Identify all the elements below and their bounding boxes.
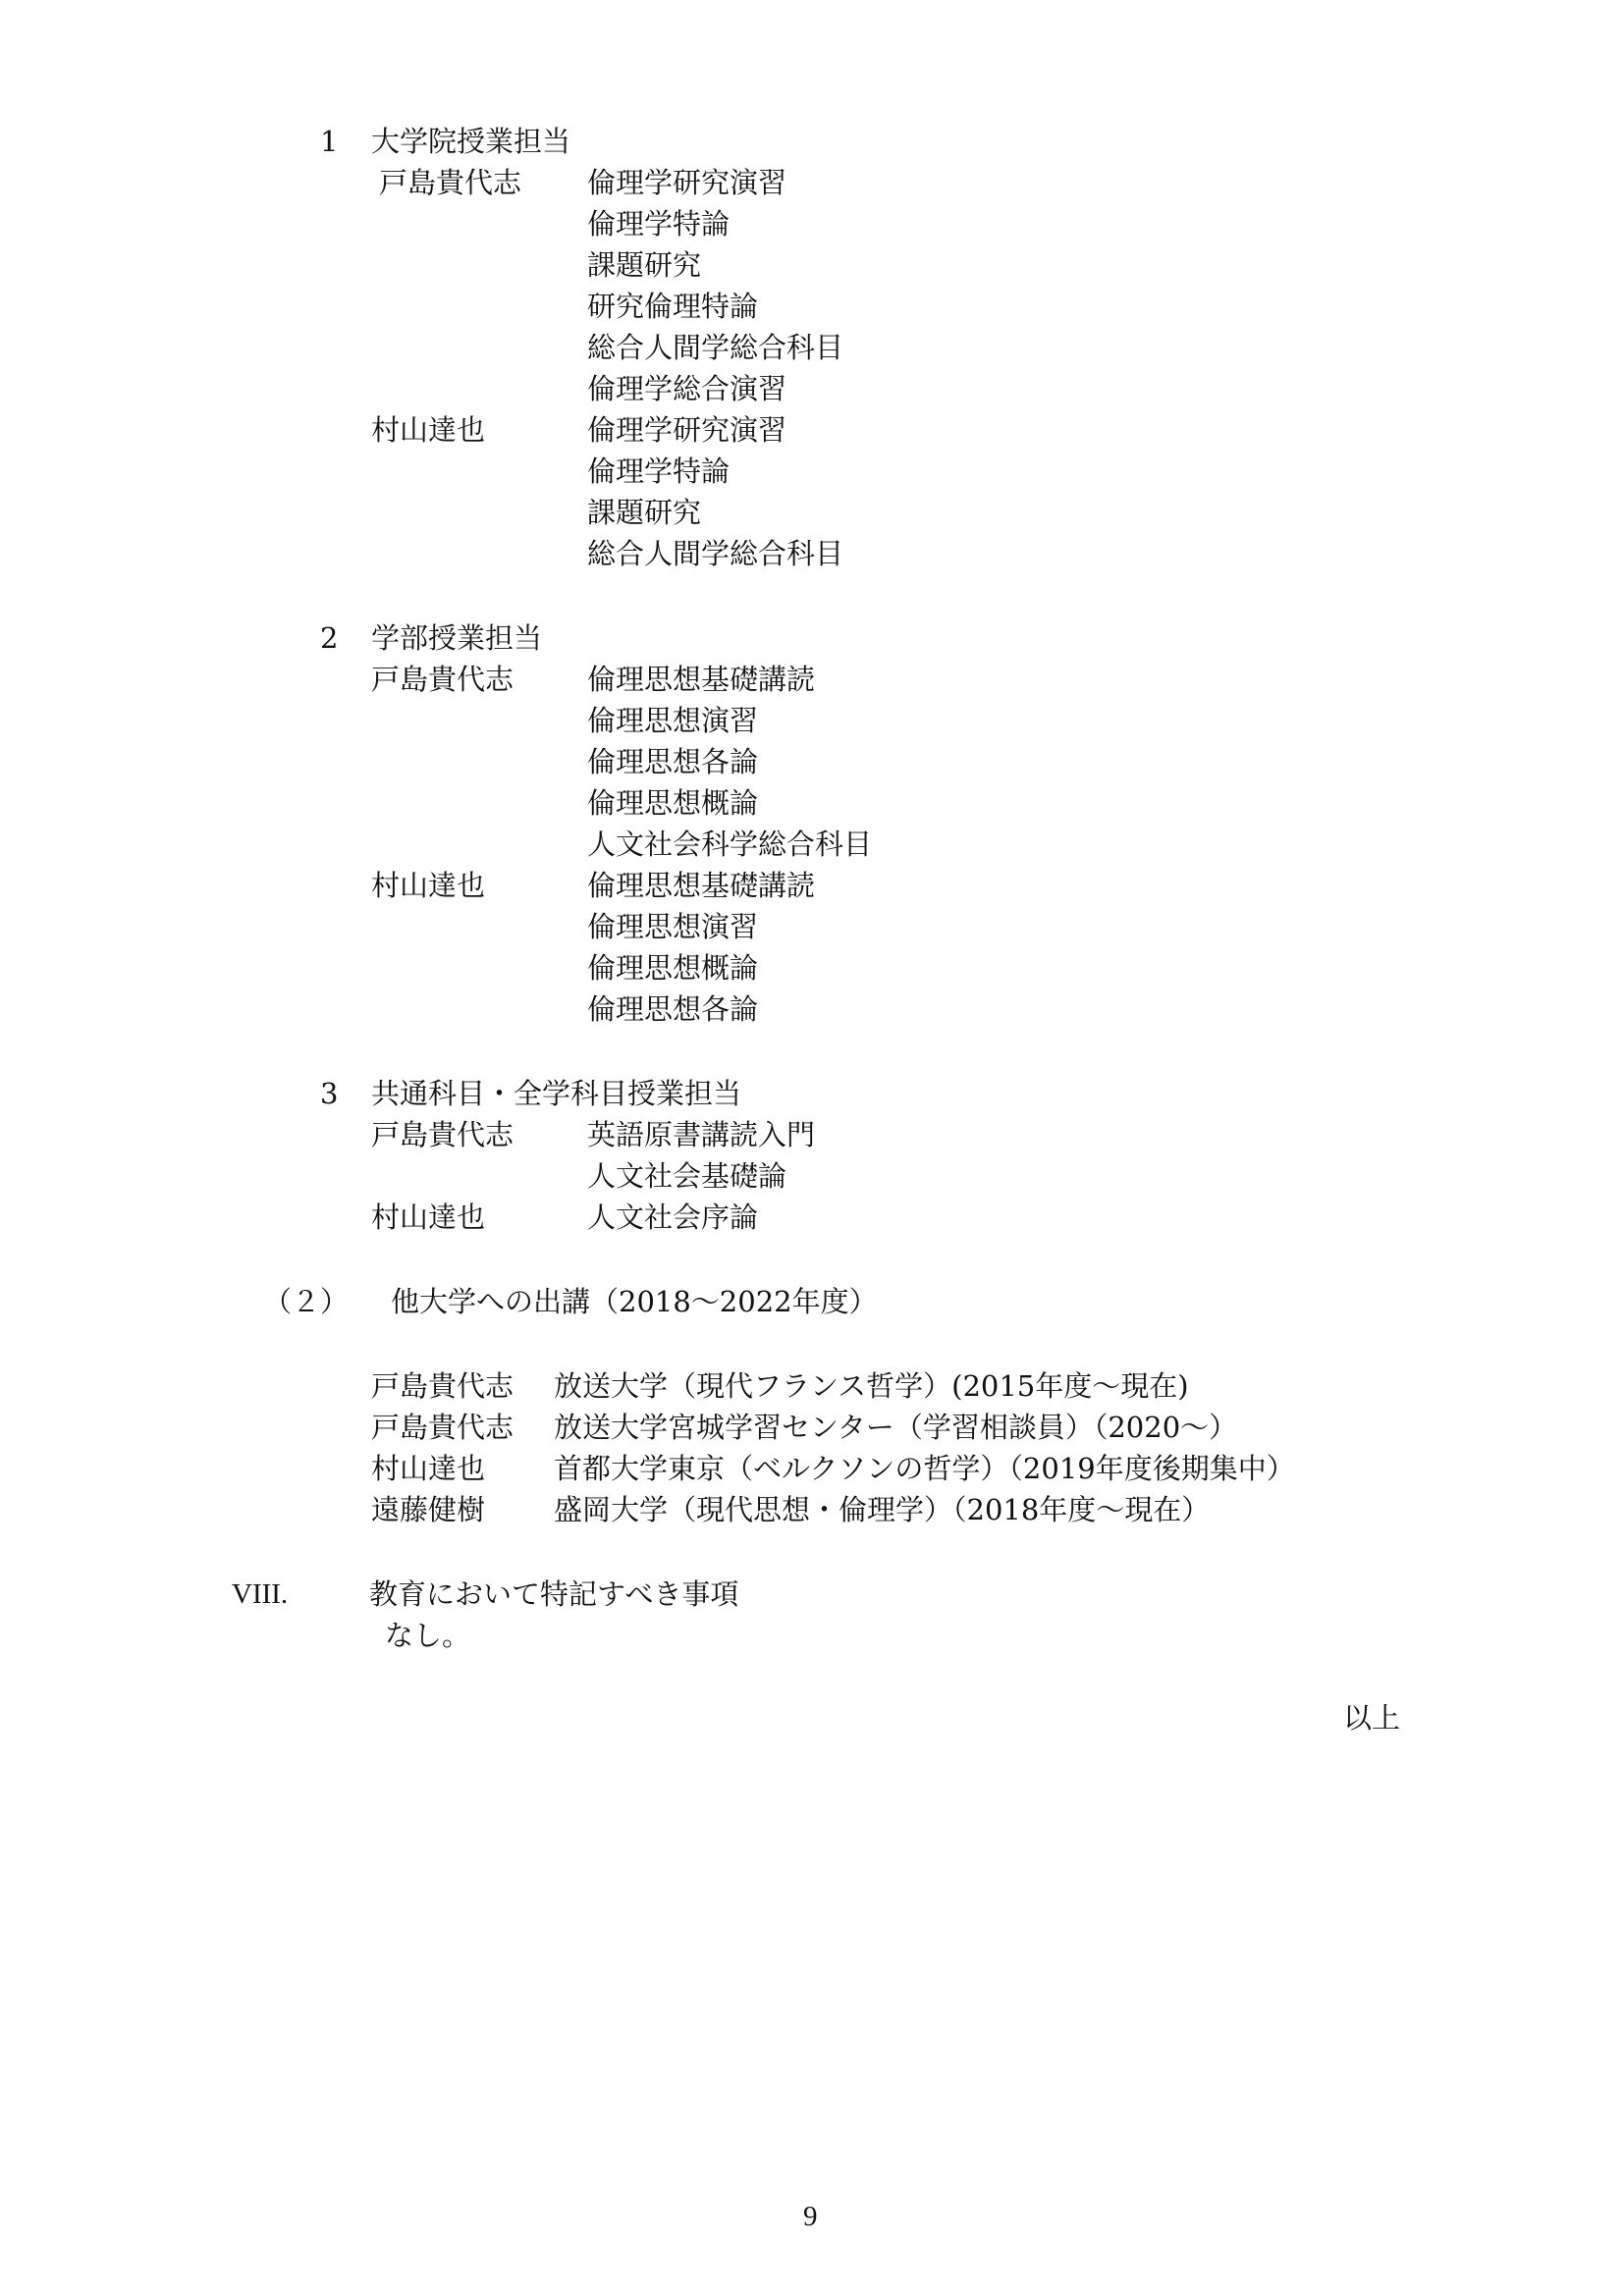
lecture-detail: 放送大学宮城学習センター（学習相談員）（2020～） [554,1411,1238,1444]
course-item: 人文社会科学総合科目 [587,828,873,861]
section-number: VIII. [232,1578,289,1610]
course-item: 倫理思想概論 [587,786,759,820]
lecturer-name: 戸島貴代志 [371,1369,514,1403]
course-item: 倫理学特論 [587,454,731,488]
course-item: 倫理学研究演習 [587,166,787,199]
course-item: 英語原書講読入門 [587,1118,816,1151]
course-item: 倫理学総合演習 [587,372,787,405]
course-item: 課題研究 [587,248,702,282]
course-item: 倫理学特論 [587,207,731,240]
section-heading: 大学院授業担当 [371,125,571,158]
course-item: 研究倫理特論 [587,290,759,323]
course-item: 人文社会序論 [587,1201,759,1234]
staff-name: 戸島貴代志 [379,166,522,199]
staff-name: 村山達也 [371,1201,486,1234]
course-item: 倫理思想基礎講読 [587,663,816,696]
course-item: 総合人間学総合科目 [587,331,844,364]
staff-name: 村山達也 [371,413,486,447]
subsection-number: （２） [263,1285,350,1318]
course-item: 倫理思想各論 [587,745,759,778]
course-item: 倫理学研究演習 [587,413,787,447]
section-body: なし。 [385,1619,471,1652]
page-number: 9 [803,2201,818,2232]
staff-name: 戸島貴代志 [371,1118,514,1151]
lecturer-name: 遠藤健樹 [371,1493,486,1526]
course-item: 総合人間学総合科目 [587,537,844,570]
course-item: 倫理思想概論 [587,951,759,985]
closing-mark: 以上 [1343,1701,1401,1735]
lecture-detail: 放送大学（現代フランス哲学）(2015年度～現在) [554,1369,1189,1403]
course-item: 倫理思想基礎講読 [587,869,816,902]
section-heading: 共通科目・全学科目授業担当 [371,1077,742,1110]
section-heading: 学部授業担当 [371,621,543,655]
course-item: 倫理思想演習 [587,704,759,737]
subsection-heading: 他大学への出講（2018～2022年度） [391,1285,878,1318]
staff-name: 戸島貴代志 [371,663,514,696]
section-number: 2 [320,621,339,655]
course-item: 課題研究 [587,496,702,529]
section-heading: 教育において特記すべき事項 [369,1577,739,1611]
section-number: 1 [320,125,339,158]
section-number: 3 [320,1077,339,1110]
course-item: 人文社会基礎論 [587,1159,787,1193]
lecture-detail: 首都大学東京（ベルクソンの哲学）（2019年度後期集中） [554,1452,1295,1485]
lecturer-name: 戸島貴代志 [371,1411,514,1444]
course-item: 倫理思想各論 [587,992,759,1026]
lecturer-name: 村山達也 [371,1452,486,1485]
staff-name: 村山達也 [371,869,486,902]
course-item: 倫理思想演習 [587,910,759,943]
lecture-detail: 盛岡大学（現代思想・倫理学）（2018年度～現在） [554,1493,1211,1526]
